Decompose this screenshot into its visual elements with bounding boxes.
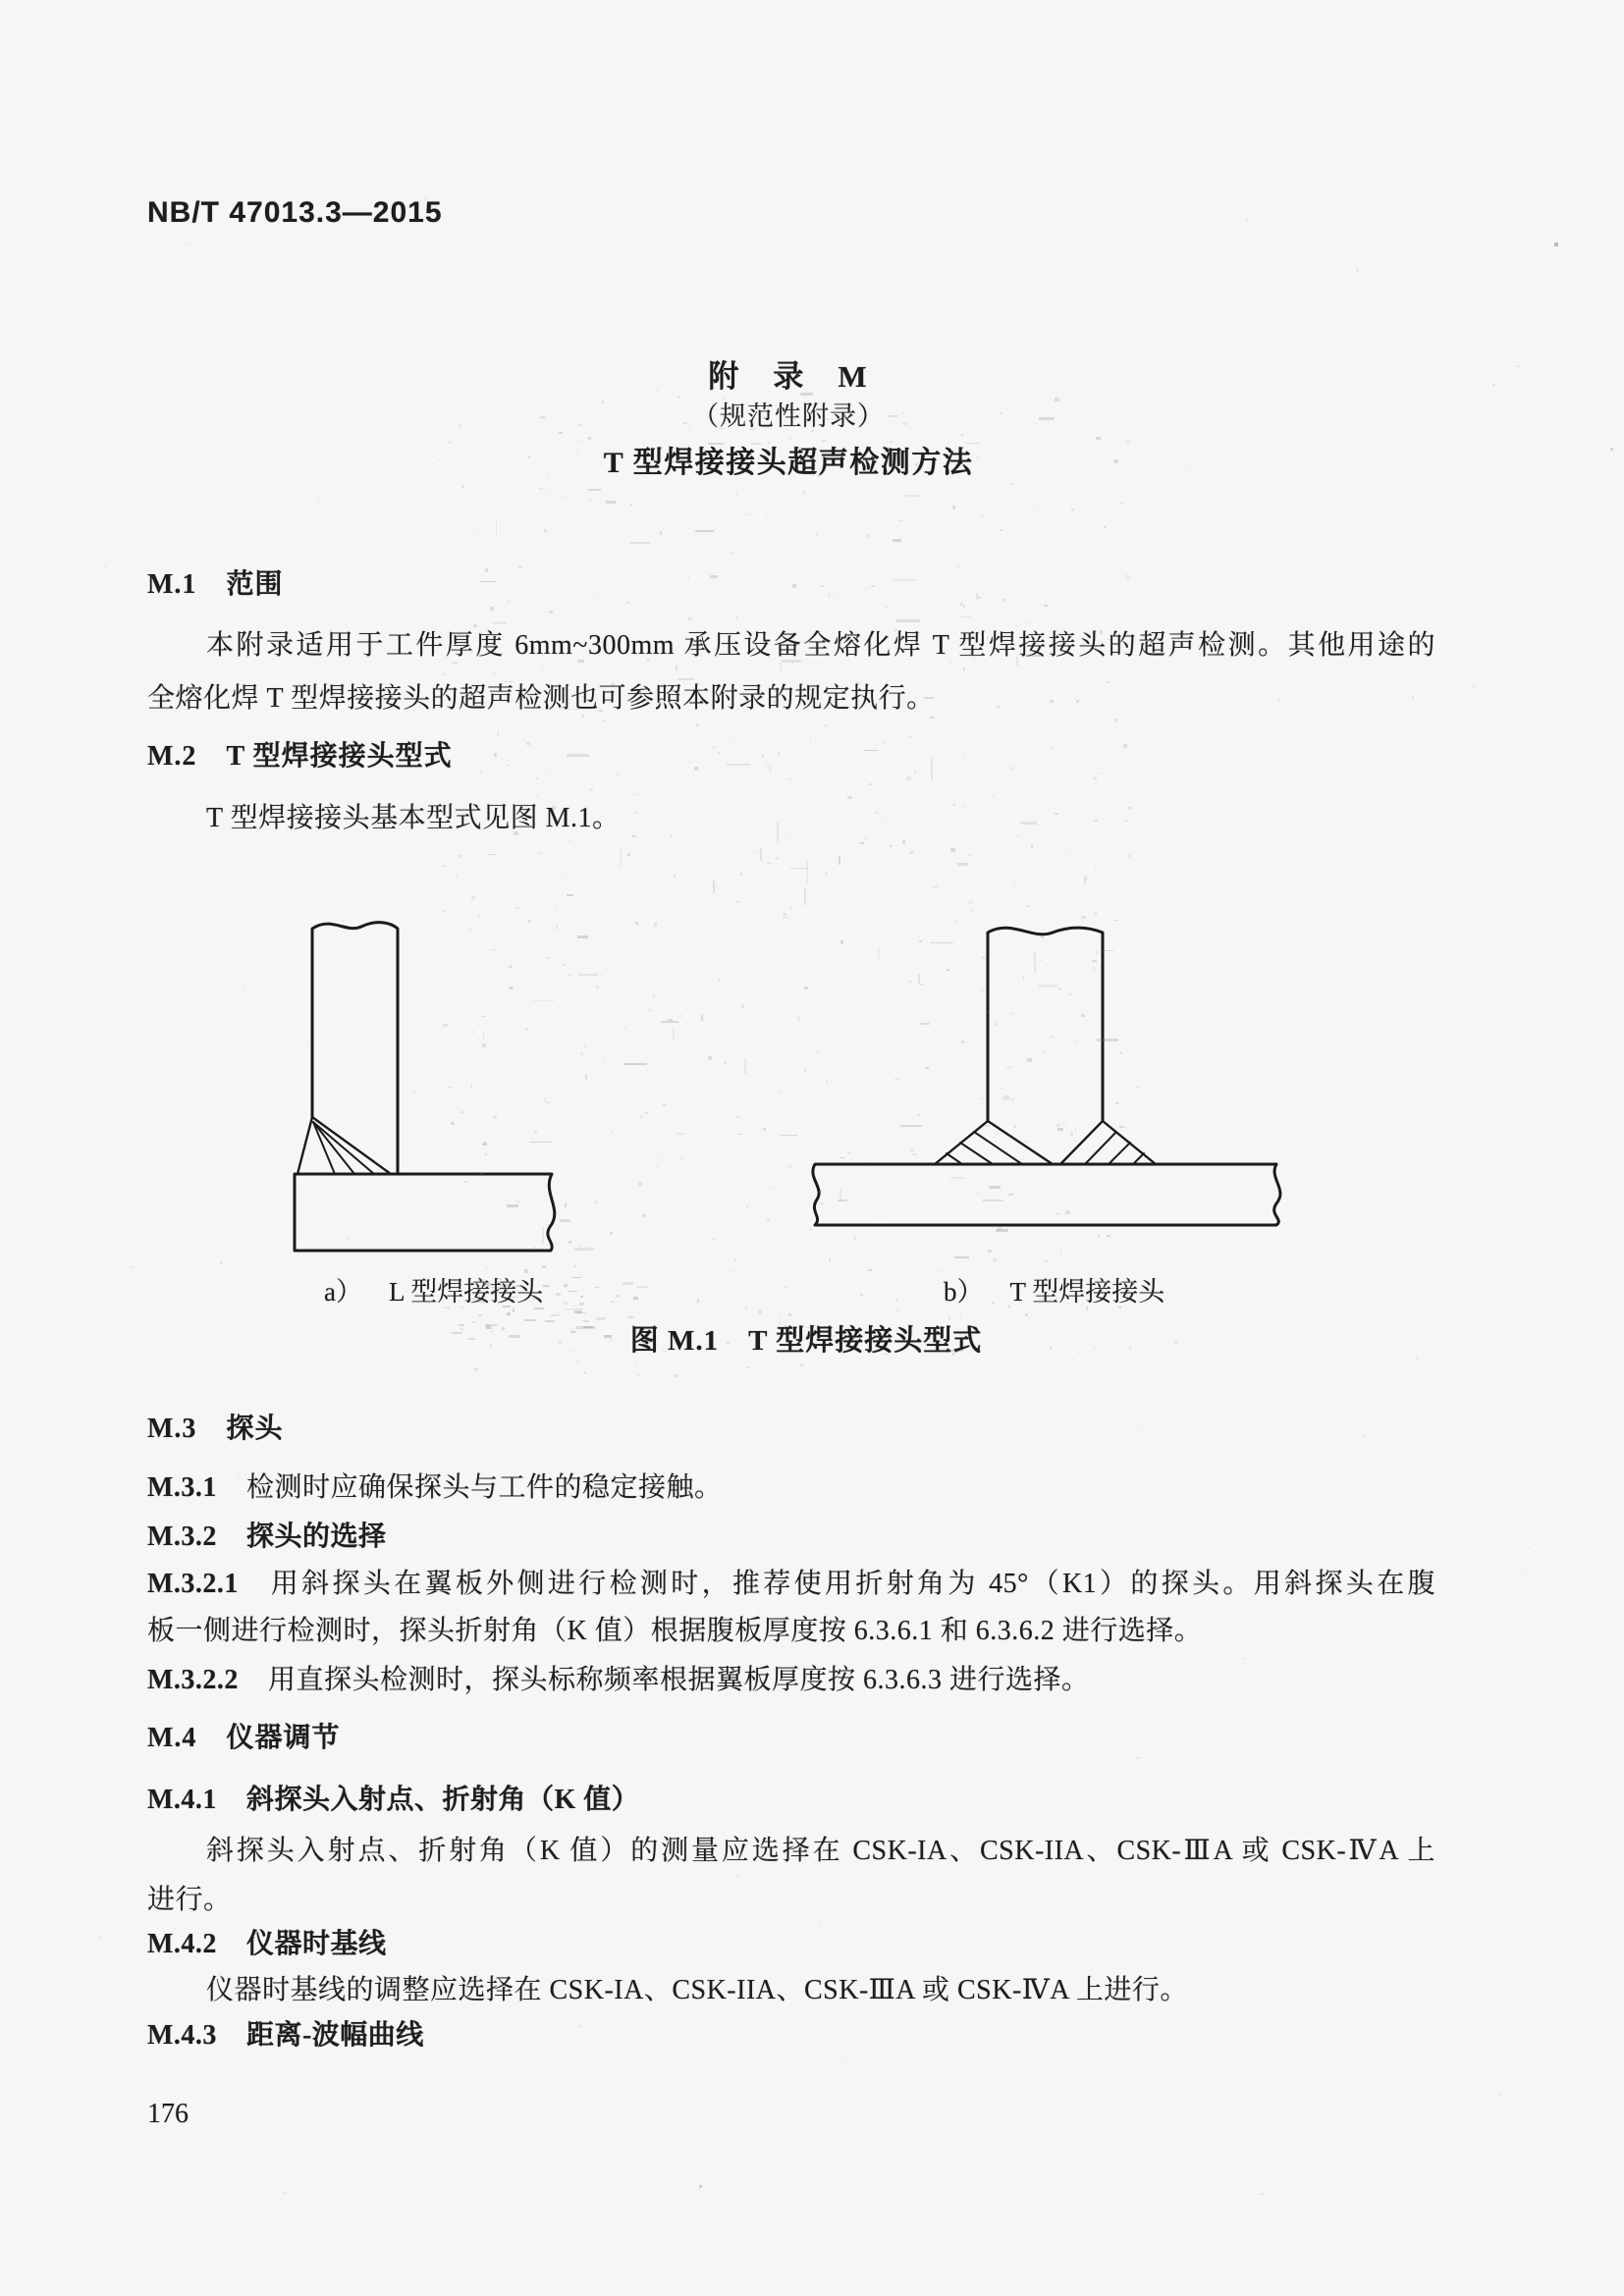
m2-number: M.2: [147, 741, 197, 772]
figure-caption-b: [944, 1270, 1164, 1308]
figure-caption-a: [324, 1270, 543, 1308]
caption-a-label: a）: [324, 1277, 362, 1307]
m1-heading: [147, 567, 1435, 603]
m4-3-heading: [147, 2018, 1435, 2054]
m3-number: M.3: [147, 1414, 197, 1444]
m3-2-2-text: 用直探头检测时，探头标称频率根据翼板厚度按 6.3.6.3 进行选择。: [267, 1665, 1090, 1695]
m3-2-1-clause-line2: 板一侧进行检测时，探头折射角（K 值）根据腹板厚度按 6.3.6.1 和 6.3.6.2 进行选择。: [147, 1616, 1203, 1646]
m3-2-1-number: M.3.2.1: [147, 1569, 239, 1599]
m2-title: T 型焊接接头型式: [226, 741, 453, 772]
m3-2-1-clause-line1: [147, 1567, 1435, 1602]
caption-b-text: T 型焊接接头: [1009, 1277, 1165, 1307]
t-joint-left-weld: [935, 1121, 1053, 1164]
m4-1-heading: [147, 1783, 1435, 1818]
m1-paragraph-line2: 全熔化焊 T 型焊接接头的超声检测也可参照本附录的规定执行。: [147, 683, 935, 714]
l-joint-diagram: [295, 923, 555, 1251]
appendix-label: 附 录 M: [708, 359, 869, 394]
page-number: 176: [147, 2099, 189, 2129]
l-joint-weld: [298, 1117, 391, 1174]
m3-2-2-clause: [147, 1663, 1435, 1698]
m3-1-clause: [147, 1470, 1435, 1506]
m1-title: 范围: [226, 569, 284, 600]
m4-1-paragraph-line2: 进行。: [147, 1885, 232, 1915]
m4-3-title: 距离-波幅曲线: [245, 2020, 424, 2051]
t-joint-right-weld: [1060, 1121, 1156, 1164]
caption-b-label: b）: [944, 1277, 984, 1307]
figure-m1-diagram: [275, 898, 1316, 1271]
m4-2-heading: [147, 1927, 1435, 1962]
m3-2-heading: [147, 1520, 1435, 1555]
m2-paragraph: T 型焊接接头基本型式见图 M.1。: [206, 803, 621, 833]
m3-2-number: M.3.2: [147, 1522, 217, 1552]
m3-title: 探头: [226, 1414, 284, 1444]
m4-1-number: M.4.1: [147, 1785, 217, 1815]
m4-2-paragraph: 仪器时基线的调整应选择在 CSK-IA、CSK-IIA、CSK-ⅢA 或 CSK-ⅣA 上进行。: [206, 1975, 1188, 2005]
m4-3-number: M.4.3: [147, 2020, 217, 2051]
t-joint-diagram: [813, 928, 1280, 1225]
caption-a-text: L 型焊接接头: [388, 1277, 544, 1307]
m3-heading: [147, 1412, 1435, 1447]
figure-title: 图 M.1 T 型焊接接头型式: [629, 1325, 983, 1357]
m4-heading: [147, 1721, 1435, 1756]
m4-1-title: 斜探头入射点、折射角（K 值）: [245, 1785, 640, 1815]
m3-1-text: 检测时应确保探头与工件的稳定接触。: [245, 1472, 723, 1503]
m3-2-2-number: M.3.2.2: [147, 1665, 239, 1695]
m1-paragraph-line1: 本附录适用于工件厚度 6mm~300mm 承压设备全熔化焊 T 型焊接接头的超声检测。其他用途的: [206, 630, 1435, 661]
m4-2-title: 仪器时基线: [245, 1929, 387, 1959]
standard-code: NB/T 47013.3—2015: [147, 196, 443, 229]
appendix-title: T 型焊接接头超声检测方法: [603, 447, 974, 479]
m3-1-number: M.3.1: [147, 1472, 217, 1503]
appendix-normative-note: （规范性附录）: [692, 401, 885, 431]
m3-2-1-text1: 用斜探头在翼板外侧进行检测时，推荐使用折射角为 45°（K1）的探头。用斜探头在腹: [267, 1569, 1435, 1599]
m4-number: M.4: [147, 1723, 197, 1753]
m4-1-paragraph-line1: 斜探头入射点、折射角（K 值）的测量应选择在 CSK-IA、CSK-IIA、CSK-ⅢA 或 CSK-ⅣA 上: [206, 1836, 1435, 1866]
m2-heading: [147, 739, 1435, 774]
m1-number: M.1: [147, 569, 197, 600]
m3-2-title: 探头的选择: [245, 1522, 387, 1552]
m4-2-number: M.4.2: [147, 1929, 217, 1959]
m4-title: 仪器调节: [226, 1723, 341, 1753]
